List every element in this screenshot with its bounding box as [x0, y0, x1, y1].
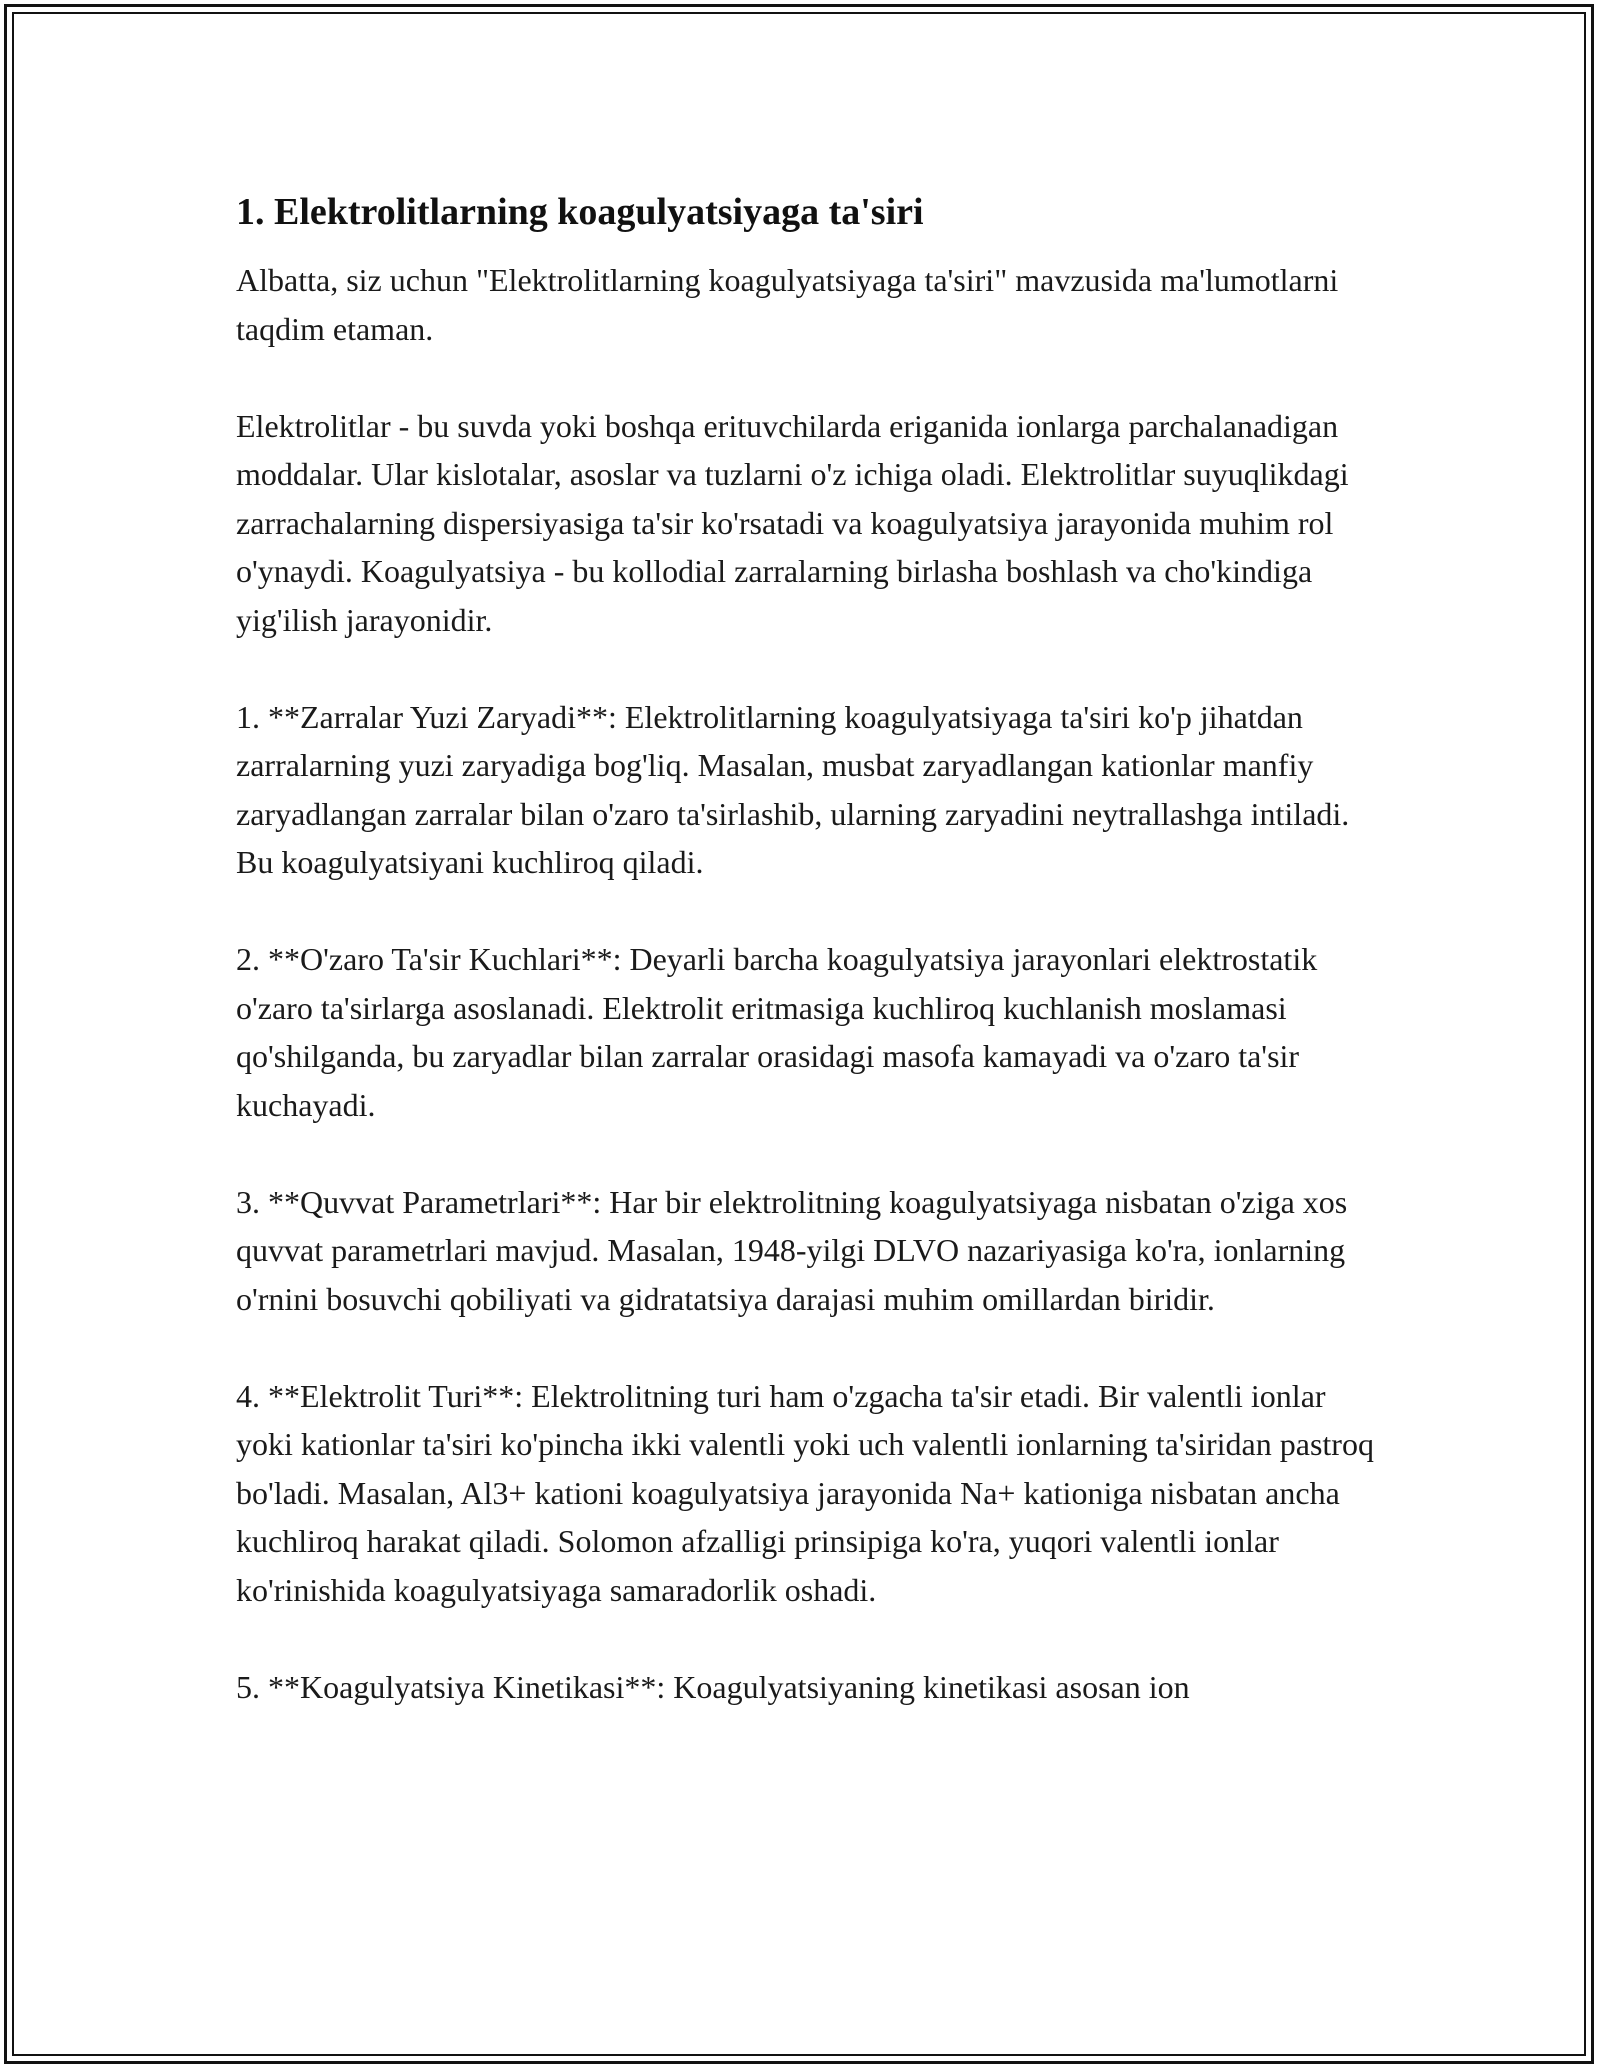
- document-body: [236, 184, 1386, 1711]
- paragraph-point-4: 4. **Elektrolit Turi**: Elektrolitning turi ham o'zgacha ta'sir etadi. Bir valentli ionlar yoki kationlar ta'siri ko'pincha ikki valentli yoki uch valentli ionlarning ta'siridan pastroq bo'ladi. Masalan, Al3+ kationi koagulyatsiya jarayonida Na+ kationiga nisbatan ancha kuchliroq harakat qiladi. Solomon afzalligi prinsipiga ko'ra, yuqori valentli ionlar ko'rinishida koagulyatsiyaga samaradorlik oshadi.: [236, 1377, 1374, 1608]
- paragraph-point-3: 3. **Quvvat Parametrlari**: Har bir elektrolitning koagulyatsiyaga nisbatan o'ziga xos quvvat parametrlari mavjud. Masalan, 1948-yilgi DLVO nazariyasiga ko'ra, ionlarning o'rnini bosuvchi qobiliyati va gidratatsiya darajasi muhim omillardan biridir.: [236, 1183, 1348, 1317]
- paragraph-point-1: 1. **Zarralar Yuzi Zaryadi**: Elektrolitlarning koagulyatsiyaga ta'siri ko'p jihatdan zarralarning yuzi zaryadiga bog'liq. Masalan, musbat zaryadlangan kationlar manfiy zaryadlangan zarralar bilan o'zaro ta'sirlashib, ularning zaryadini neytrallashga intiladi. Bu koagulyatsiyani kuchliroq qiladi.: [236, 698, 1350, 880]
- document-title: 1. Elektrolitlarning koagulyatsiyaga ta'siri: [236, 191, 924, 233]
- paragraph-point-2: 2. **O'zaro Ta'sir Kuchlari**: Deyarli barcha koagulyatsiya jarayonlari elektrostatik o'zaro ta'sirlarga asoslanadi. Elektrolit eritmasiga kuchliroq kuchlanish moslamasi qo'shilganda, bu zaryadlar bilan zarralar orasidagi masofa kamayadi va o'zaro ta'sir kuchayadi.: [236, 941, 1318, 1123]
- paragraph-point-5: 5. **Koagulyatsiya Kinetikasi**: Koagulyatsiyaning kinetikasi asosan ion: [236, 1668, 1190, 1705]
- paragraph-intro: Albatta, siz uchun "Elektrolitlarning koagulyatsiyaga ta'siri" mavzusida ma'lumotlarni taqdim etaman.: [236, 262, 1339, 347]
- paragraph-definition: Elektrolitlar - bu suvda yoki boshqa erituvchilarda eriganida ionlarga parchalanadigan moddalar. Ular kislotalar, asoslar va tuzlarni o'z ichiga oladi. Elektrolitlar suyuqlikdagi zarrachalarning dispersiyasiga ta'sir ko'rsatadi va koagulyatsiya jarayonida muhim rol o'ynaydi. Koagulyatsiya - bu kollodial zarralarning birlasha boshlash va cho'kindiga yig'ilish jarayonidir.: [236, 407, 1349, 638]
